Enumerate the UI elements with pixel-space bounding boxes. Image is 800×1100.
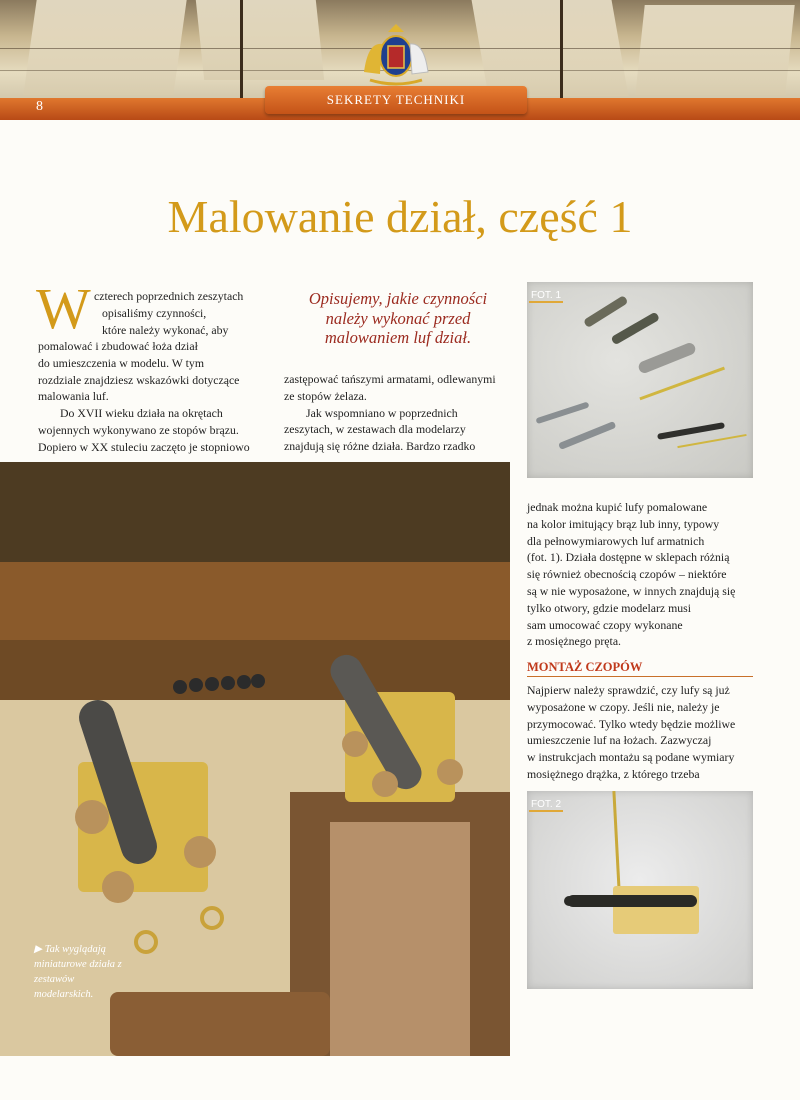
text-line: rozdziale znajdziesz wskazówki dotyczące — [38, 372, 240, 387]
text-line: umieszczenie luf na łożach. Zazwyczaj — [527, 733, 712, 748]
text-line: malowania luf. — [38, 389, 109, 404]
text-line: pomalować i zbudować łoża dział — [38, 339, 198, 353]
royal-crest-logo — [344, 22, 448, 88]
text-line: zeszytach, w zestawach dla modelarzy — [284, 422, 466, 437]
photo-label: FOT. 2 — [531, 799, 562, 810]
text-line: ze stopów żelaza. — [284, 388, 367, 403]
text-line: Dopiero w XX stuleciu zaczęto je stopniowo — [38, 439, 250, 454]
text-line: Najpierw należy sprawdzić, czy lufy są już — [527, 683, 730, 697]
caption-text: Tak wyglądają miniaturowe działa z zestawów modelarskich. — [34, 944, 122, 1000]
text-line: (fot. 1). Działa dostępne w sklepach różnią — [527, 550, 730, 565]
text-line: na kolor imitujący brąz lub inny, typowy — [527, 516, 720, 531]
text-line: z mosiężnego pręta. — [527, 634, 622, 649]
section-subheading: MONTAŻ CZOPÓW — [527, 660, 753, 677]
text-line: w instrukcjach montażu są podane wymiary — [527, 750, 735, 765]
photo-caption — [34, 942, 124, 1002]
lead-paragraph: Opisujemy, jakie czynności należy wykonać przed malowaniem luf dział. — [308, 289, 488, 347]
text-line: które należy wykonać, aby — [102, 322, 229, 337]
text-line: Do XVII wieku działa na okrętach — [60, 406, 223, 421]
col1-body — [38, 338, 274, 456]
text-line: opisaliśmy czynności, — [102, 305, 207, 320]
drop-cap: W — [36, 276, 91, 341]
col2-body — [284, 371, 514, 455]
text-line: sam umocować czopy wykonane — [527, 617, 683, 632]
text-line: dla pełnowymiarowych luf armatnich — [527, 533, 705, 548]
text-line: się również obecnością czopów – niektóre — [527, 567, 727, 582]
caption-arrow-icon: ▶ — [34, 944, 45, 955]
col4-body — [527, 682, 777, 783]
cannon-barrels-illustration — [527, 282, 753, 478]
section-label: SEKRETY TECHNIKI — [265, 86, 527, 114]
text-line: Jak wspomniano w poprzednich — [306, 405, 458, 420]
text-line: mosiężnego drążka, z którego trzeba — [527, 766, 700, 781]
col3-body — [527, 499, 777, 650]
page-number: 8 — [36, 99, 43, 114]
text-line: przymocować. Tylko wtedy będzie możliwe — [527, 716, 736, 731]
text-line: znajdują się różne działa. Bardzo rzadko — [284, 439, 476, 454]
cannon-on-carriage-illustration — [527, 791, 753, 989]
text-line: zastępować tańszymi armatami, odlewanymi — [284, 372, 496, 386]
text-line: jednak można kupić lufy pomalowane — [527, 500, 708, 514]
text-line: są w nie wyposażone, w innych znajdują się — [527, 583, 736, 598]
text-line: wyposażone w czopy. Jeśli nie, należy je — [527, 699, 720, 714]
photo-cannon-trunnion — [527, 791, 753, 989]
col1-intro — [94, 288, 264, 338]
text-line: tylko otwory, gdzie modelarz musi — [527, 600, 692, 615]
text-line: do umieszczenia w modelu. W tym — [38, 355, 204, 370]
photo-cannon-barrels — [527, 282, 753, 478]
text-line: czterech poprzednich zeszytach — [94, 289, 244, 303]
text-line: wojennych wykonywano ze stopów brązu. — [38, 422, 239, 437]
photo-label: FOT. 1 — [531, 290, 562, 301]
article-title: Malowanie dział, część 1 — [167, 191, 633, 242]
